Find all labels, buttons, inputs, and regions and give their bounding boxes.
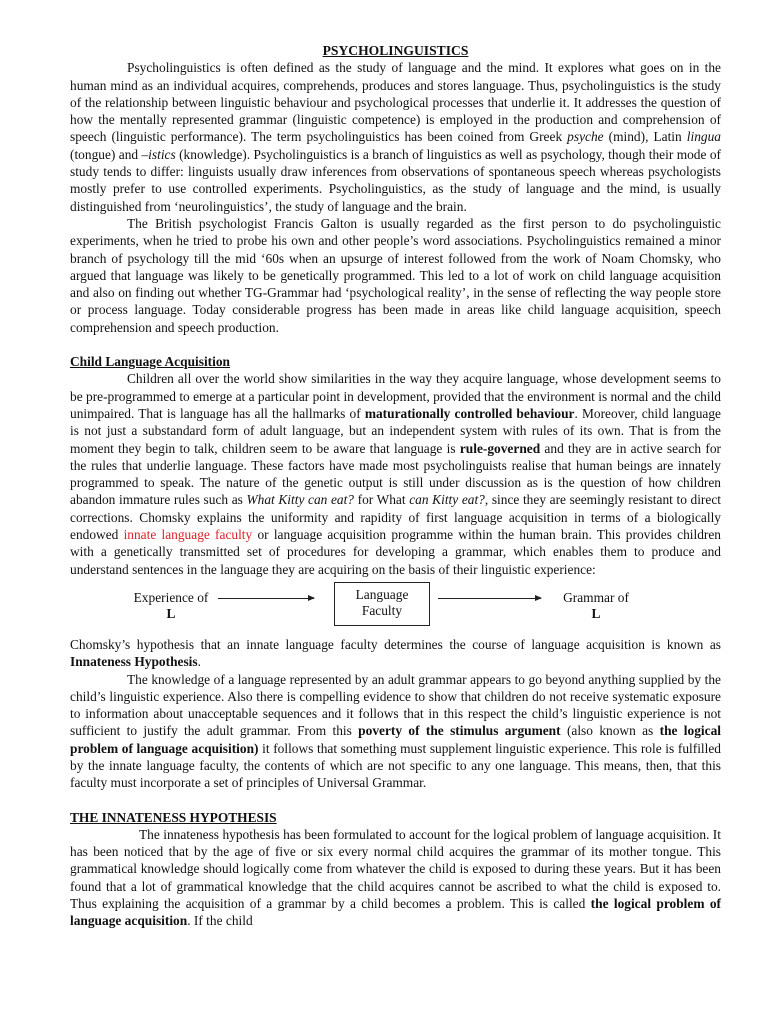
innateness-definition-paragraph <box>70 636 721 671</box>
intro-paragraph-1 <box>70 59 721 215</box>
diagram-box-line2: Faculty <box>361 602 403 618</box>
italic-term: lingua <box>686 129 721 145</box>
spacer <box>70 336 721 353</box>
text-run: or language acquisition programme within the human brain. This provides children with a genetically transmitted set of procedures for developing a grammar, which enables them to produce and understand sentences in the language they are acquiring on the basis of their linguistic experience: <box>70 527 722 577</box>
text-run: (knowledge). Psycholinguistics is a branch of linguistics as well as psychology, though their mode of study tends to differ: linguists usually draw inferences from observations of spontaneous speech whereas psychologists mostly prefer to use controlled experiments. Psycholinguistics, as the study of language and the mind, is usually distinguished from ‘neurolinguistics’, the study of language and the brain. <box>70 146 721 214</box>
text-run: , since they are seemingly resistant to direct corrections. Chomsky explains the uniformity and rapidity of first language acquisition in terms of a biologically endowed <box>70 492 721 543</box>
text-run: Psycholinguistics is often defined as the study of language and the mind. It explores what goes on in the human mind as an individual acquires, comprehends, produces and stores language. Thus, psycholinguistics is the study of the relationship between linguistic behaviour and psychological processes that underlie it. It addresses the question of how the mentally represented grammar (linguistic competence) is employed in the production and comprehension of speech (linguistic performance). The term psycholinguistics has been coined from Greek <box>70 60 721 145</box>
spacer <box>70 792 721 809</box>
highlighted-term: innate language faculty <box>123 527 253 543</box>
italic-term: –istics <box>141 146 176 162</box>
section-heading-innateness: THE INNATENESS HYPOTHESIS <box>70 809 277 825</box>
language-faculty-box <box>334 582 430 626</box>
text-run: (mind), Latin <box>603 129 687 145</box>
text-run: . Moreover, child language is not just a substandard form of adult language, but an independent system with rules of its own. That is from the moment they begin to talk, children seem to be aware that language is <box>70 405 722 456</box>
bold-term: the logical problem of language acquisition) <box>70 723 721 756</box>
diagram-box-line1: Language <box>355 586 409 602</box>
diagram-box-text <box>335 587 429 619</box>
bold-term: maturationally controlled behaviour <box>364 405 575 421</box>
page-title: PSYCHOLINGUISTICS <box>322 43 469 58</box>
text-run: (tongue) and <box>70 146 142 162</box>
italic-term: psyche <box>567 129 604 145</box>
italic-example: can Kitty eat? <box>409 492 485 508</box>
text-run: (also known as <box>560 723 660 739</box>
text-run: Chomsky’s hypothesis that an innate language faculty determines the course of language acquisition is known as <box>70 636 721 652</box>
section-heading-child-language: Child Language Acquisition <box>70 354 230 370</box>
text-run: Children all over the world show similarities in the way they acquire language, whose development seems to be pre-programmed to emerge at a particular point in development, provided that the environment is normal and the child unimpaired. That is language has all the hallmarks of <box>70 371 721 421</box>
innateness-paragraph-1 <box>70 826 721 930</box>
poverty-of-stimulus-paragraph <box>70 671 721 792</box>
bold-term: poverty of the stimulus argument <box>358 723 561 739</box>
bold-term: the logical problem of language acquisition <box>70 896 721 929</box>
acquisition-diagram <box>70 582 721 636</box>
diagram-output-line1: Grammar of <box>563 589 629 605</box>
document-page <box>70 42 721 930</box>
text-run: and they are in active search for the rules that underlie language. These factors have made most psycholinguists realise that human beings are innately programmed to speak. The nature of the genetic output is still under discussion as is the question of how children abandon immature rules such as <box>70 440 721 508</box>
text-run: . If the child <box>187 913 253 929</box>
arrow-right-icon <box>218 598 314 599</box>
text-run: it follows that something must supplement linguistic experience. This role is fulfilled by the innate language faculty, the contents of which are not specific to any one language. This means, then, that this faculty must incorporate a set of principles of Universal Grammar. <box>70 740 721 791</box>
diagram-input-label <box>116 590 226 622</box>
diagram-output-label <box>546 590 646 622</box>
child-paragraph-1 <box>70 370 721 578</box>
text-run: The knowledge of a language represented by an adult grammar appears to go beyond anything supplied by the child’s linguistic experience. Also there is compelling evidence to show that children do not receive systematic exposure to information about unacceptable sequences and it follows that in this respect the child’s linguistic experience is not sufficient to justify the adult grammar. From this <box>70 671 721 739</box>
intro-paragraph-2: The British psychologist Francis Galton is usually regarded as the first person to do psycholinguistic experiments, when he tried to probe his own and other people’s word associations. Psycholinguistics remained a minor branch of psychology till the mid ‘60s when an upsurge of interest followed from the work of Noam Chomsky, who argued that language was likely to be genetically programmed. This led to a lot of work on child language acquisition and also on finding out whether TG-Grammar had ‘psychological reality’, in the sense of reflecting the way people store or process language. Today considerable progress has been made in areas like child language acquisition, speech comprehension and speech production. <box>70 215 721 335</box>
diagram-output-line2: L <box>591 605 601 621</box>
text-run: . <box>197 654 201 670</box>
arrow-right-icon <box>438 598 541 599</box>
bold-term: Innateness Hypothesis <box>70 654 198 670</box>
bold-term: rule-governed <box>459 440 541 456</box>
diagram-input-line1: Experience of <box>133 589 209 605</box>
italic-example: What Kitty can eat? <box>246 492 354 508</box>
text-run: The innateness hypothesis has been formulated to account for the logical problem of language acquisition. It has been noticed that by the age of five or six every normal child acquires the grammar of its mother tongue. This grammatical knowledge should logically come from whatever the child is exposed to during these years. But it has been found that a lot of grammatical knowledge that the child acquires cannot be ascribed to what the child is exposed to. Thus explaining the acquisition of a grammar by a child becomes a problem. This is called <box>70 826 721 912</box>
diagram-input-line2: L <box>166 605 176 621</box>
text-run: for What <box>354 492 410 508</box>
